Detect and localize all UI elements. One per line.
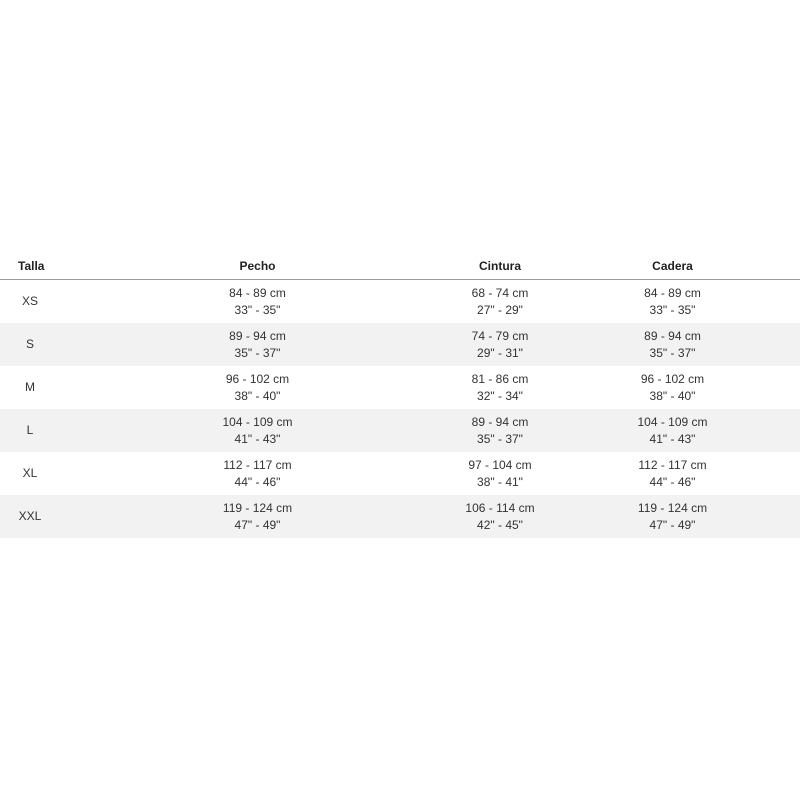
cintura-cell	[455, 409, 545, 452]
size-label: M	[25, 380, 35, 394]
table-row	[0, 495, 800, 538]
cadera-inch-value: 33" - 35"	[649, 302, 696, 317]
cadera-cm-value: 104 - 109 cm	[637, 414, 708, 429]
cintura-cm-value: 106 - 114 cm	[465, 500, 535, 515]
cintura-inch-value: 32" - 34"	[477, 388, 523, 403]
pecho-inch-value: 38" - 40"	[234, 388, 281, 403]
table-row	[0, 323, 800, 366]
cadera-cell	[545, 280, 800, 324]
cadera-cell	[545, 409, 800, 452]
header-talla: Talla	[0, 252, 60, 280]
pecho-inch-value: 33" - 35"	[234, 302, 281, 317]
pecho-inch-value: 35" - 37"	[234, 345, 281, 360]
cadera-cm-value: 84 - 89 cm	[644, 285, 701, 300]
header-cadera: Cadera	[545, 252, 800, 280]
cintura-inch-value: 42" - 45"	[477, 517, 523, 532]
cadera-inch-value: 47" - 49"	[649, 517, 696, 532]
pecho-cm-value: 112 - 117 cm	[223, 457, 292, 472]
pecho-cell	[60, 366, 455, 409]
cintura-inch-value: 29" - 31"	[477, 345, 523, 360]
cadera-cm-value: 119 - 124 cm	[637, 500, 708, 515]
cadera-inch-value: 35" - 37"	[649, 345, 696, 360]
pecho-inch-value: 44" - 46"	[234, 474, 281, 489]
cadera-inch-value: 44" - 46"	[649, 474, 696, 489]
pecho-cm-value: 104 - 109 cm	[222, 414, 293, 429]
table-row	[0, 409, 800, 452]
cintura-cm-value: 68 - 74 cm	[471, 285, 529, 300]
size-label: L	[0, 409, 60, 452]
cintura-inch-value: 38" - 41"	[477, 474, 523, 489]
pecho-cm-value: 96 - 102 cm	[225, 371, 290, 386]
cintura-cell	[455, 323, 545, 366]
pecho-cm-value: 119 - 124 cm	[222, 500, 293, 515]
cintura-cell	[455, 495, 545, 538]
size-label: XS	[21, 294, 38, 308]
pecho-cm-value: 89 - 94 cm	[229, 328, 286, 343]
header-pecho: Pecho	[60, 252, 455, 280]
cintura-inch-value: 35" - 37"	[477, 431, 523, 446]
cintura-cm-value: 89 - 94 cm	[471, 414, 529, 429]
cintura-cm-value: 81 - 86 cm	[471, 371, 529, 386]
pecho-cell	[60, 452, 455, 495]
cintura-inch-value: 27" - 29"	[477, 302, 523, 317]
cadera-cell	[545, 495, 800, 538]
cintura-cm-value: 97 - 104 cm	[468, 457, 532, 472]
size-label: S	[0, 323, 60, 366]
size-chart-table	[0, 252, 800, 538]
pecho-cm-value: 84 - 89 cm	[229, 285, 286, 300]
cintura-cell	[455, 366, 545, 409]
table-row	[0, 452, 800, 495]
cadera-cell	[545, 452, 800, 495]
cadera-inch-value: 38" - 40"	[649, 388, 696, 403]
cadera-cm-value: 96 - 102 cm	[640, 371, 705, 386]
pecho-inch-value: 41" - 43"	[234, 431, 281, 446]
cintura-cell	[455, 452, 545, 495]
pecho-cell	[60, 495, 455, 538]
pecho-cell	[60, 323, 455, 366]
pecho-cell	[60, 409, 455, 452]
cadera-cell	[545, 366, 800, 409]
size-chart-header	[0, 252, 800, 280]
pecho-inch-value: 47" - 49"	[234, 517, 281, 532]
table-row	[0, 366, 800, 409]
size-chart-body	[0, 280, 800, 539]
cadera-cm-value: 89 - 94 cm	[644, 328, 701, 343]
size-label: XL	[22, 466, 38, 480]
cadera-cm-value: 112 - 117 cm	[638, 457, 707, 472]
cintura-cell	[455, 280, 545, 324]
size-label: XXL	[0, 495, 60, 538]
table-row	[0, 280, 800, 324]
header-row	[0, 252, 800, 280]
cadera-cell	[545, 323, 800, 366]
header-cintura: Cintura	[455, 252, 545, 280]
pecho-cell	[60, 280, 455, 324]
cintura-cm-value: 74 - 79 cm	[471, 328, 529, 343]
cadera-inch-value: 41" - 43"	[649, 431, 696, 446]
